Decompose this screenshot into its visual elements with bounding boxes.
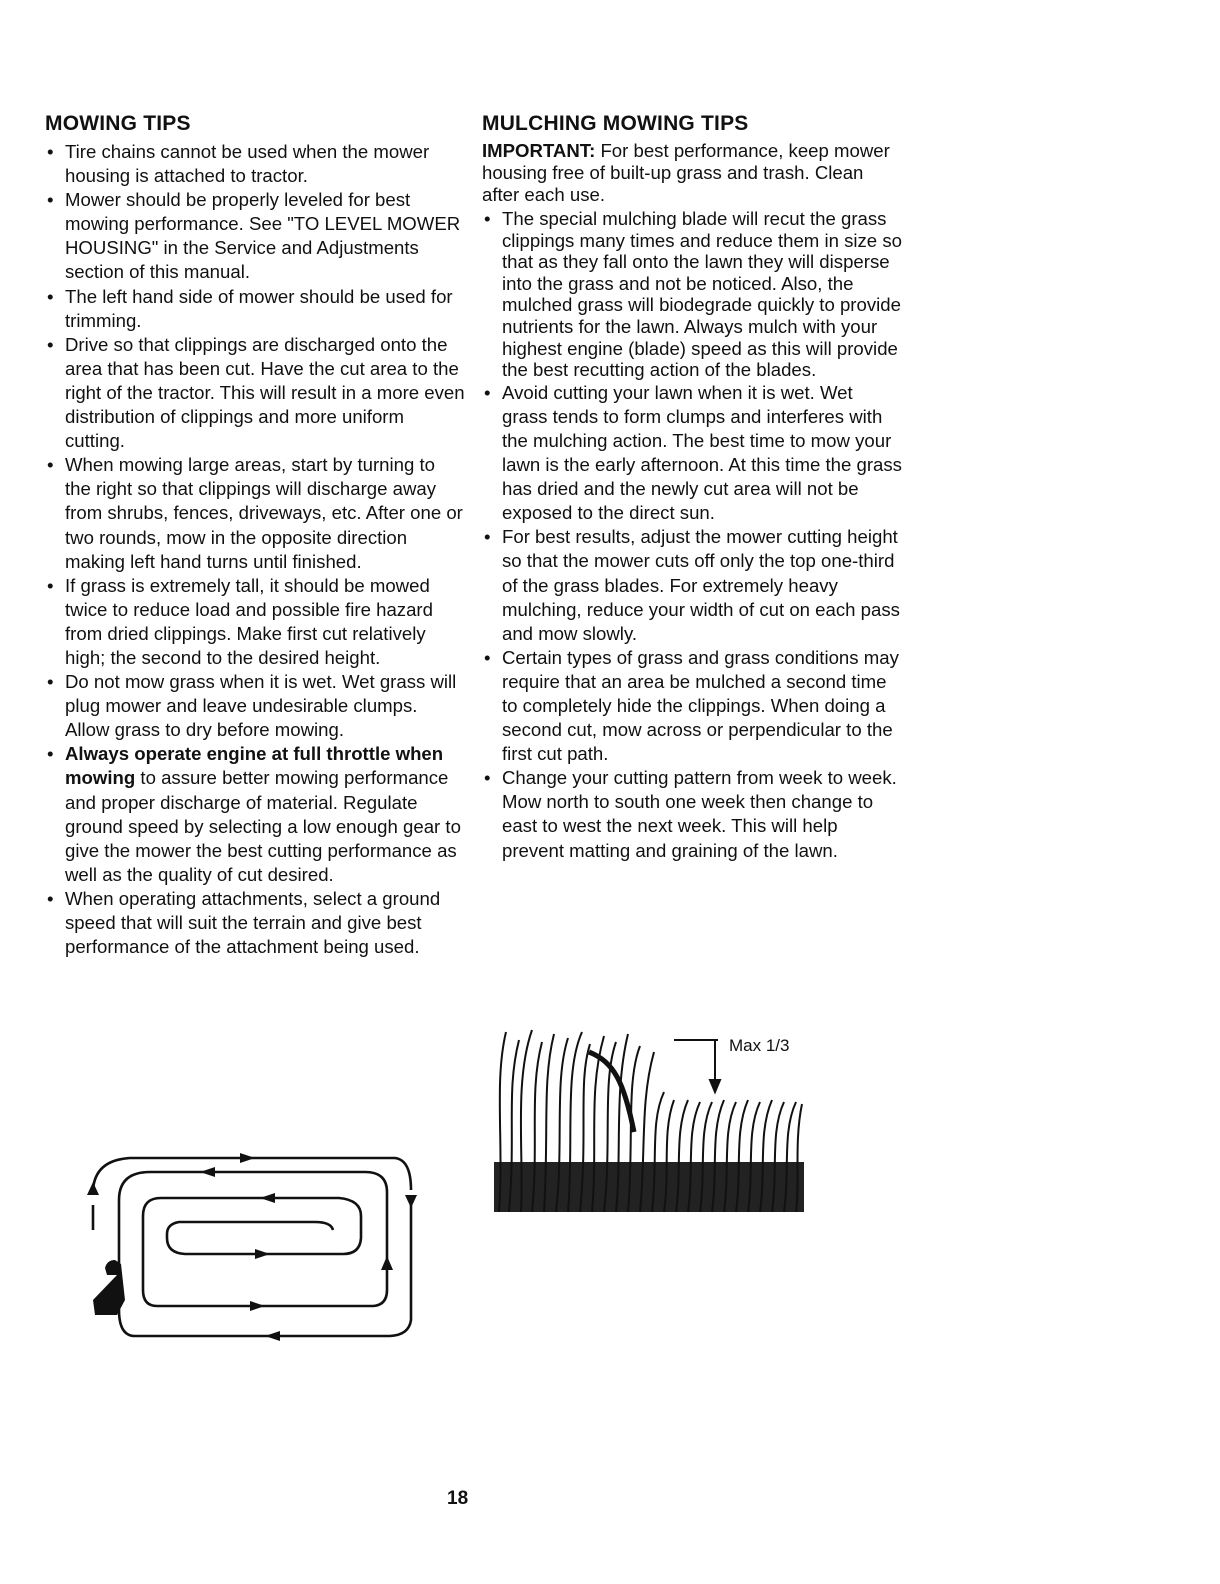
list-item: • Avoid cutting your lawn when it is wet. Wet grass tends to form clumps and interferes with the mulching action. The best time to mow your lawn is the early afternoon. At this time the grass has dried and the newly cut area will not be exposed to the direct sun. <box>482 381 902 526</box>
grass-blades-illustration <box>494 1030 804 1212</box>
list-item: • When operating attachments, select a ground speed that will suit the terrain and give best performance of the attachment being used. <box>45 887 465 959</box>
important-label: IMPORTANT: <box>482 140 596 161</box>
max-one-third-label: Max 1/3 <box>729 1036 790 1055</box>
throttle-bold-text: Always operate engine at full throttle when mowing <box>65 743 444 789</box>
mowing-tips-column <box>45 112 465 959</box>
mulching-tips-column <box>482 112 902 863</box>
list-item: • Tire chains cannot be used when the mower housing is attached to tractor. <box>45 140 465 188</box>
list-item: • When mowing large areas, start by turning to the right so that clippings will discharge away from shrubs, fences, driveways, etc. After one or two rounds, mow in the opposite direction making left hand turns until finished. <box>45 453 465 573</box>
mulching-tips-list <box>482 208 902 863</box>
list-item: • The left hand side of mower should be used for trimming. <box>45 285 465 333</box>
mowing-tips-heading: MOWING TIPS <box>45 112 191 135</box>
list-item: • If grass is extremely tall, it should be mowed twice to reduce load and possible fire hazard from dried clippings. Make first cut relatively high; the second to the desired height. <box>45 574 465 670</box>
mulching-tips-heading: MULCHING MOWING TIPS <box>482 112 749 135</box>
list-item: • Change your cutting pattern from week to week. Mow north to south one week then change to east to west the next week. This will help prevent matting and graining of the lawn. <box>482 766 902 862</box>
page-number: 18 <box>447 1488 469 1509</box>
list-item: • Drive so that clippings are discharged onto the area that has been cut. Have the cut area to the right of the tractor. This will result in a more even distribution of clippings and more uniform cutting. <box>45 333 465 453</box>
list-item-throttle <box>45 742 465 887</box>
list-item: • The special mulching blade will recut the grass clippings many times and reduce them in size so that as they fall onto the lawn they will disperse into the grass and not be noticed. Also, the mulched grass will biodegrade quickly to provide nutrients for the lawn. Always mulch with your highest engine (blade) speed as this will provide the best recutting action of the blades. <box>482 208 902 381</box>
important-note <box>482 140 902 206</box>
important-text: For best performance, keep mower housing free of built-up grass and trash. Clean after each use. <box>482 140 890 205</box>
mowing-tips-list <box>45 140 465 959</box>
list-item: • Certain types of grass and grass conditions may require that an area be mulched a second time to completely hide the clippings. When doing a second cut, mow across or perpendicular to the first cut path. <box>482 646 902 766</box>
mowing-pattern-diagram <box>75 1150 420 1355</box>
list-item: • Mower should be properly leveled for best mowing performance. See "TO LEVEL MOWER HOUSING" in the Service and Adjustments section of this manual. <box>45 188 465 284</box>
throttle-rest-text: to assure better mowing performance and proper discharge of material. Regulate ground speed by selecting a low enough gear to give the mower the best cutting performance as well as the quality of cut desired. <box>65 767 461 885</box>
max-height-marker <box>674 1040 720 1092</box>
list-item: • Do not mow grass when it is wet. Wet grass will plug mower and leave undesirable clumps. Allow grass to dry before mowing. <box>45 670 465 742</box>
list-item: • For best results, adjust the mower cutting height so that the mower cuts off only the top one-third of the grass blades. For extremely heavy mulching, reduce your width of cut on each pass and mow slowly. <box>482 525 902 645</box>
